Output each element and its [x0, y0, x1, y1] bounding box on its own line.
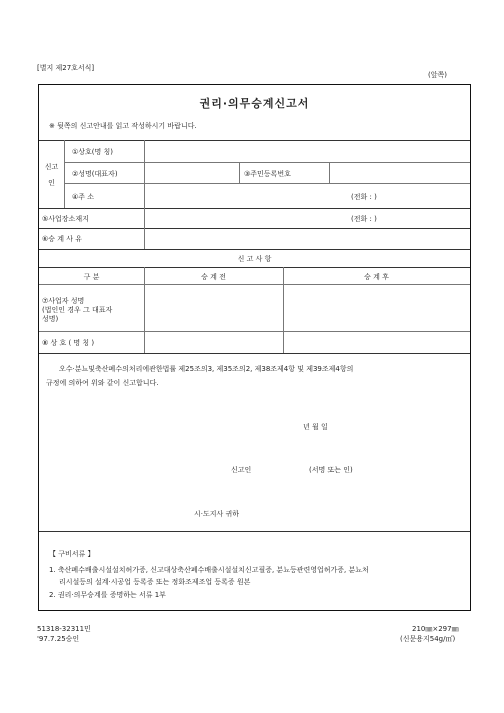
- divider: [39, 267, 470, 268]
- address-phone: (전화 : ): [351, 193, 377, 201]
- document-item-1-cont: 리시설등의 설계·시공업 등록증 또는 정화조제조업 등록증 원본: [59, 578, 251, 586]
- declaration-line-1: 오수·분뇨및축산폐수의처리에관한법률 제25조의3, 제35조의2, 제38조제4항 및 제39조제4항의: [59, 365, 354, 373]
- trade-label: ⑧ 상 호 ( 명 칭 ): [42, 339, 95, 347]
- divider: [39, 353, 470, 354]
- site-field[interactable]: [145, 209, 345, 227]
- form-title: 권리·의무승계신고서: [199, 97, 310, 110]
- addressee: 시·도지사 귀하: [194, 510, 240, 518]
- owner-name-before-field[interactable]: [145, 285, 282, 330]
- owner-name-note: (법인인 경우 그 대표자: [42, 306, 113, 314]
- col-after-header: 승 계 후: [364, 273, 389, 281]
- address-field[interactable]: [145, 184, 345, 207]
- divider: [39, 249, 470, 250]
- form-number: [별지 제27호서식]: [37, 64, 95, 72]
- page-side-label: (앞쪽): [428, 71, 447, 79]
- address-label: ④주 소: [72, 193, 95, 201]
- signer-field[interactable]: [264, 461, 304, 475]
- rrn-field[interactable]: [330, 163, 469, 182]
- declaration-line-2: 규정에 의하여 위와 같이 신고합니다.: [46, 379, 159, 387]
- col-category-header: 구 분: [83, 273, 100, 281]
- date-line: 년 월 일: [303, 423, 328, 431]
- paper-size: 210㎜×297㎜: [412, 625, 459, 633]
- owner-name-note-end: 성명): [42, 315, 59, 323]
- trade-name-field[interactable]: [145, 141, 469, 161]
- form-code: 51318-32311민: [37, 625, 91, 633]
- report-form: [38, 84, 471, 611]
- signer-label: 신고인: [231, 466, 252, 474]
- sign-note: (서명 또는 인): [309, 466, 353, 474]
- divider: [64, 140, 65, 208]
- trade-before-field[interactable]: [145, 332, 282, 352]
- owner-name-label: ⑦사업자 성명: [42, 297, 85, 305]
- divider: [39, 531, 470, 532]
- reporter-label-top: 신고: [44, 163, 59, 171]
- paper-type: (신문용지54g/㎡): [400, 635, 456, 643]
- site-phone: (전화 : ): [351, 215, 377, 223]
- name-label: ②성명(대표자): [72, 170, 118, 178]
- trade-after-field[interactable]: [284, 332, 469, 352]
- report-items-heading: 신 고 사 항: [237, 255, 272, 263]
- rrn-label: ③주민등록번호: [244, 170, 291, 178]
- site-label: ⑤사업장소재지: [42, 215, 89, 223]
- notice-text: ※ 뒷쪽의 신고안내를 읽고 작성하시기 바랍니다.: [49, 122, 197, 130]
- approval-date: '97.7.25승인: [37, 635, 80, 643]
- trade-name-label: ①상호(명 칭): [72, 148, 114, 156]
- owner-name-after-field[interactable]: [284, 285, 469, 330]
- col-before-header: 승 계 전: [201, 273, 226, 281]
- document-item-2: 2. 권리·의무승계를 증명하는 서류 1부: [49, 591, 166, 599]
- name-field[interactable]: [145, 163, 238, 182]
- document-item-1: 1. 축산폐수배출시설설치허가증, 신고대상축산폐수배출시설설치신고필증, 분뇨등관련영업허가증, 분뇨처: [49, 566, 369, 574]
- reporter-label-bottom: 인: [48, 179, 55, 187]
- documents-heading: 【 구비서류 】: [49, 550, 95, 558]
- reason-label: ⑥승 계 사 유: [42, 235, 82, 243]
- reason-field[interactable]: [145, 229, 469, 248]
- divider: [239, 162, 240, 183]
